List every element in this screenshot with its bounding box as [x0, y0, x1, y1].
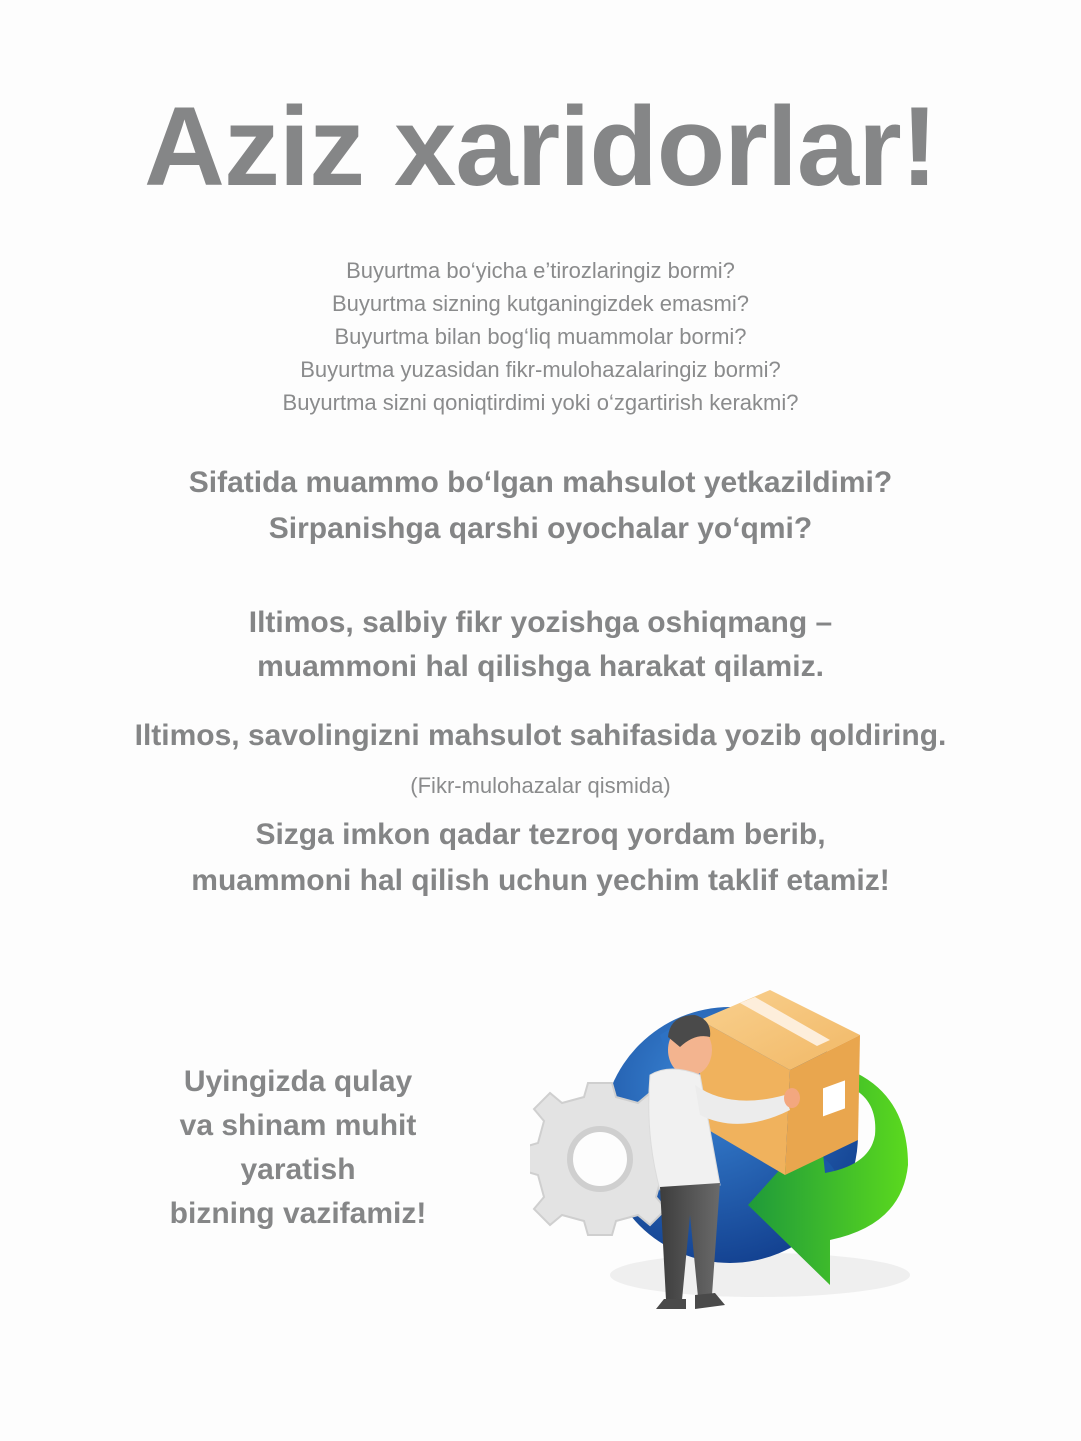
quality-line-1: Sifatida muammo bo‘lgan mahsulot yetkazildimi? [188, 466, 893, 499]
question-item: Buyurtma sizni qoniqtirdimi yoki o‘zgartirish kerakmi? [282, 390, 799, 415]
questions-list [0, 254, 1081, 419]
instruction-text: Iltimos, savolingizni mahsulot sahifasida yozib qoldiring. [134, 719, 947, 752]
page-title: Aziz xaridorlar! [143, 84, 938, 209]
quality-line-2: Sirpanishga qarshi oyochalar yo‘qmi? [268, 512, 813, 545]
quality-question [0, 460, 1081, 552]
slogan [120, 1060, 476, 1236]
question-item: Buyurtma yuzasidan fikr-mulohazalaringiz bormi? [300, 357, 781, 382]
slogan-line: Uyingizda qulay [183, 1065, 413, 1098]
question-item: Buyurtma bo‘yicha e’tirozlaringiz bormi? [346, 258, 735, 283]
promise-line-2: muammoni hal qilish uchun yechim taklif etamiz! [191, 864, 890, 897]
request-line-1: Iltimos, salbiy fikr yozishga oshiqmang – [248, 606, 833, 639]
question-item: Buyurtma bilan bog‘liq muammolar bormi? [334, 324, 747, 349]
delivery-illustration [530, 975, 950, 1335]
slogan-line: va shinam muhit [179, 1109, 417, 1142]
promise-text [0, 812, 1081, 904]
instruction-note: (Fikr-mulohazalar qismida) [410, 773, 671, 798]
slogan-line: bizning vazifamiz! [169, 1197, 427, 1230]
promise-line-1: Sizga imkon qadar tezroq yordam berib, [255, 818, 826, 851]
question-item: Buyurtma sizning kutganingizdek emasmi? [332, 291, 749, 316]
slogan-line: yaratish [240, 1153, 356, 1186]
request-text [0, 601, 1081, 689]
request-line-2: muammoni hal qilishga harakat qilamiz. [257, 650, 824, 683]
